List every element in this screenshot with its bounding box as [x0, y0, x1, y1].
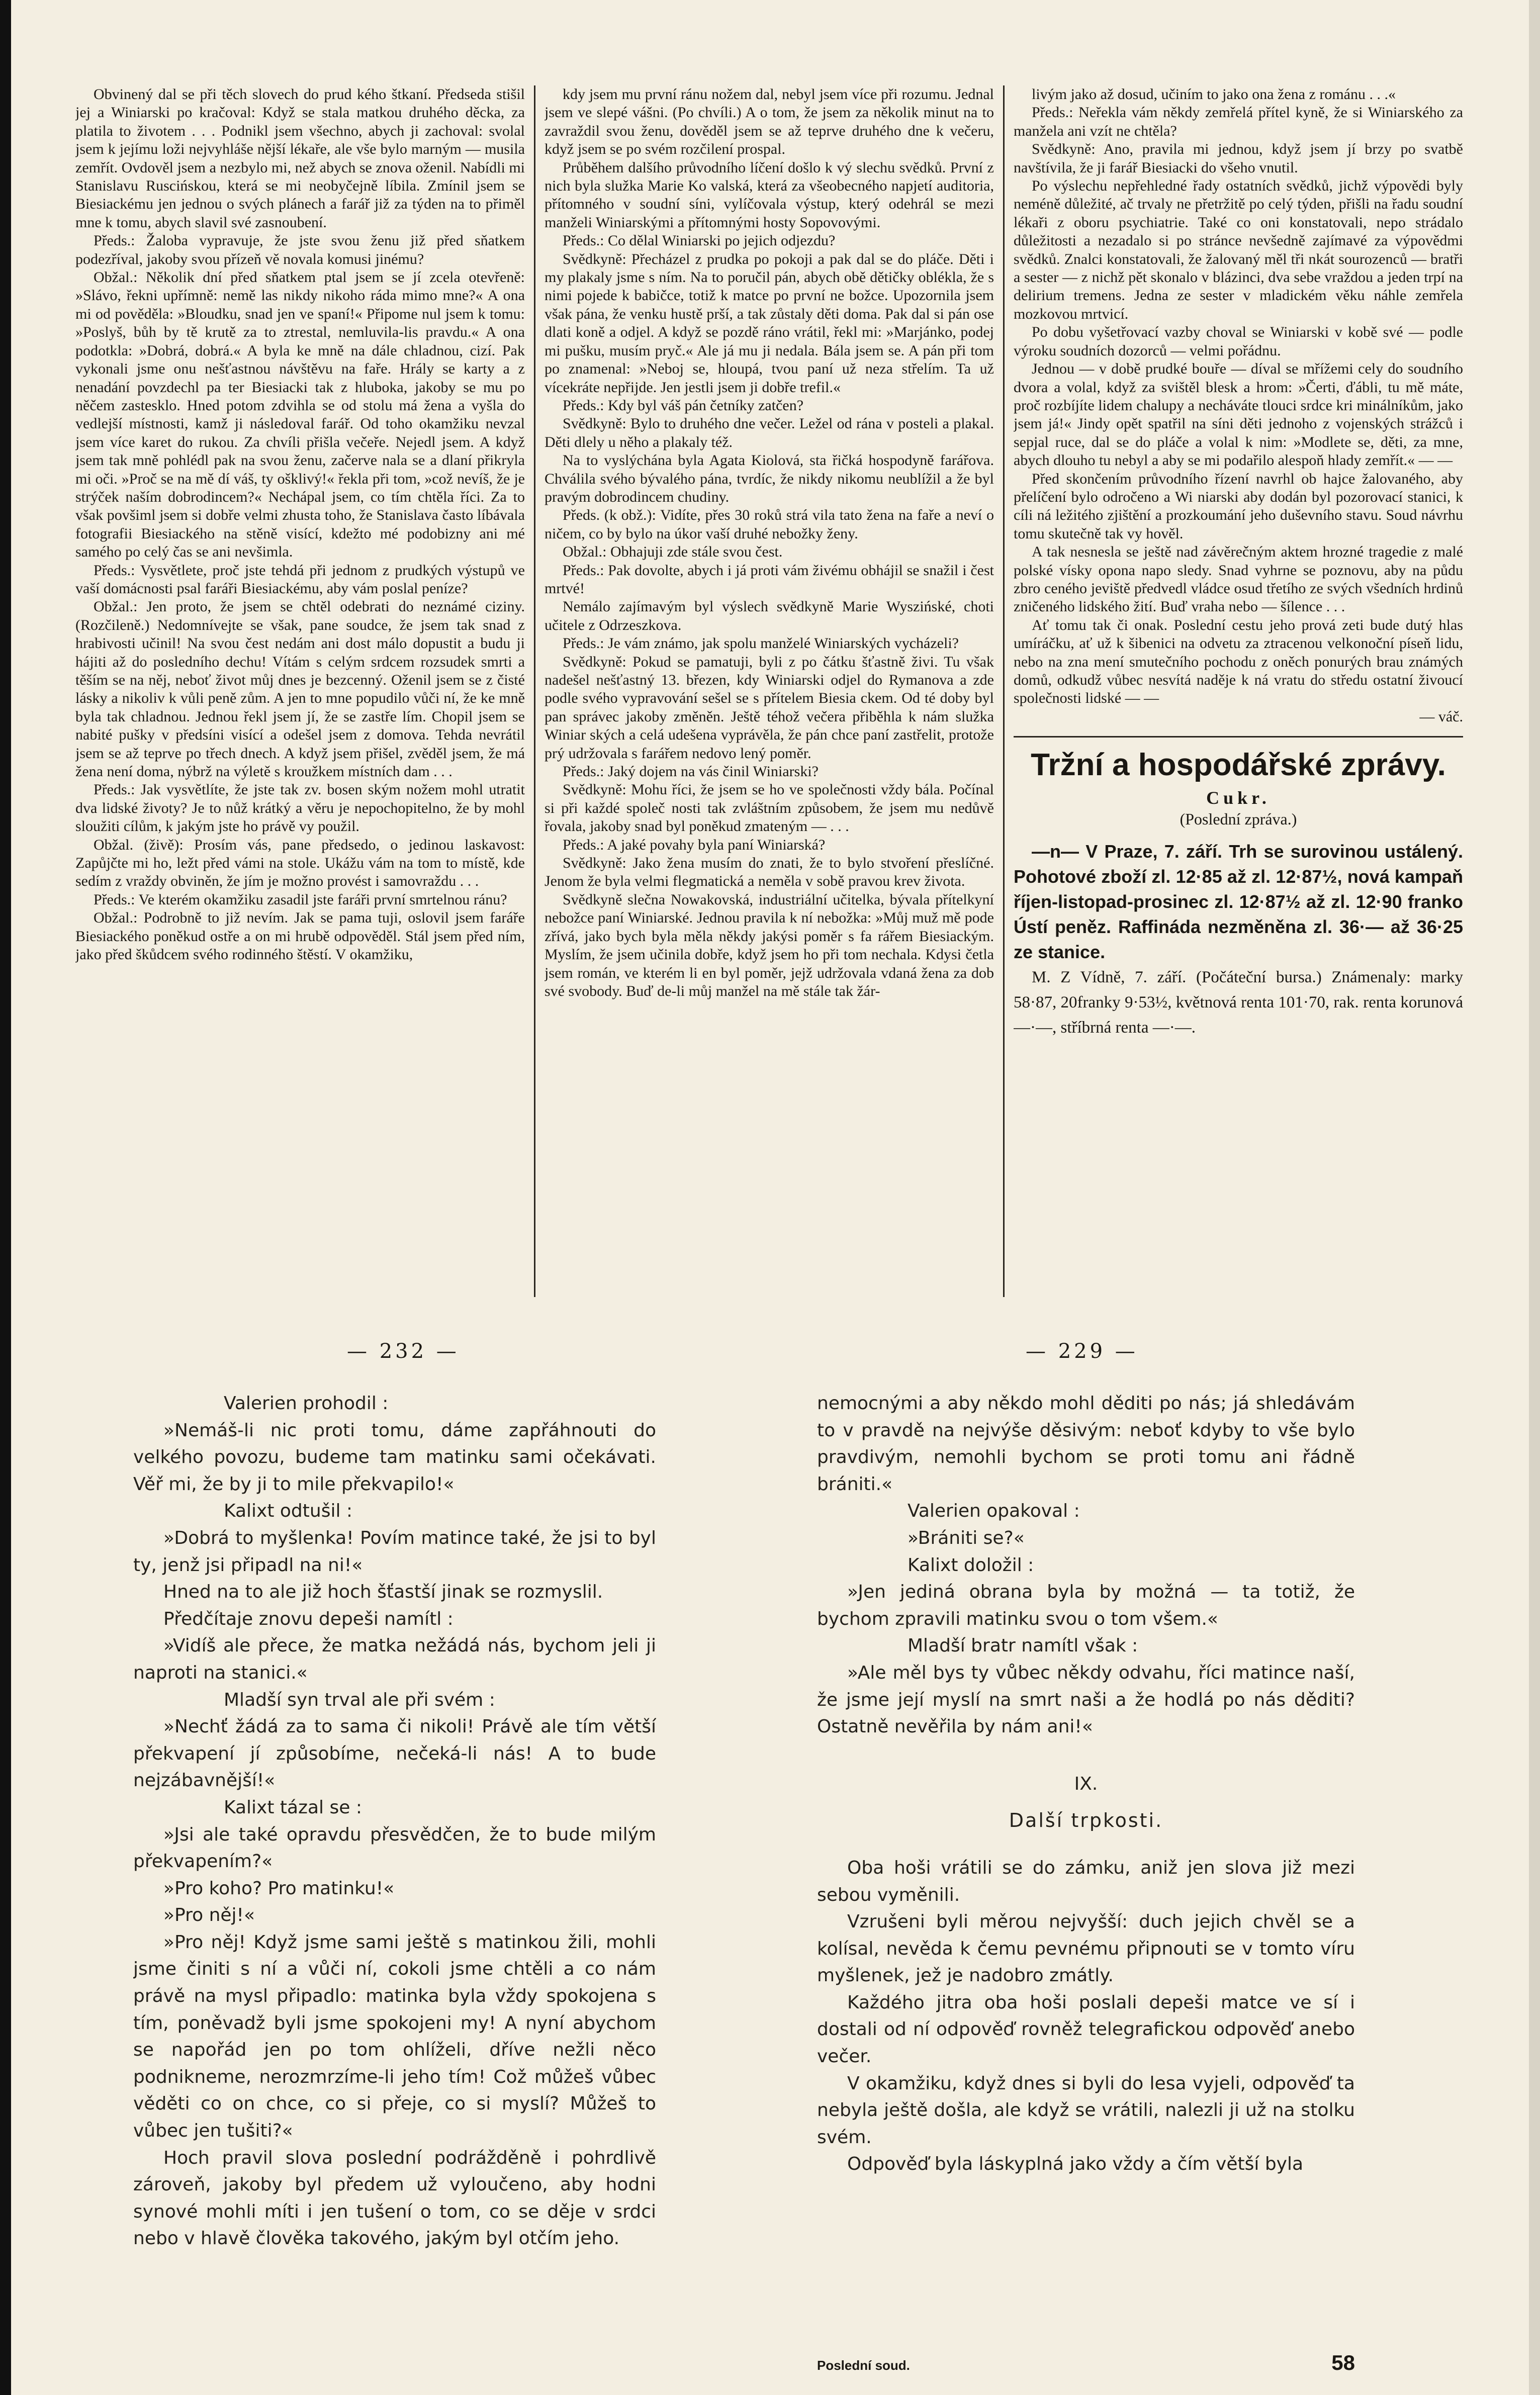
market-note: (Poslední zpráva.): [1180, 810, 1297, 828]
paragraph: Předs.: Pak dovolte, abych i já proti vám živému obhájil se snažil i čest mrtvé!: [545, 562, 994, 597]
paragraph: Předs.: Ve kterém okamžiku zasadil jste faráři první smrtelnou ránu?: [94, 891, 507, 908]
column-rule: [534, 85, 535, 1297]
paragraph: Předs.: A jaké povahy byla paní Winiarská?: [563, 836, 826, 853]
paragraph: Svědkyně: Mohu říci, že jsem se ho ve společnosti vždy bála. Počínal si při každé společ nosti tak zvláštním způsobem, že jsem mu nedůvě řovala, jakoby snad byl poněkud zmateným — . . .: [545, 781, 994, 835]
section-rule: [1014, 736, 1463, 738]
paragraph: Svědkyně: Jako žena musím do znati, že to bylo stvoření přeslíčné. Jenom že byla velmi flegmatická a neměla v sobě pravou krev života.: [545, 855, 994, 890]
paragraph: Předs. (k obž.): Vidíte, přes 30 roků strá vila tato žena na faře a neví o ničem, co by bylo na úkor vaší druhé nebožky ženy.: [545, 507, 994, 542]
paragraph: Jednou — v době prudké bouře — díval se mřížemi cely do soudního dvora a volal, když za svištěl blesk a hrom: »Čerti, ďábli, tu mě máte, proč rozbíjíte lidem chalupy a necháváte tlouci srdce kri minálníkům, jako jsem já!« Jindy opět spatřil na síni děti jednoho z vojenských strážců i sepjal ruce, dal se do pláče a volal k nim: »Modlete se, děti, za mne, abych dlouho tu nebyl a aby se mi podařilo alespoň hlady zemřít.« — —: [1014, 360, 1463, 469]
paragraph: Ať tomu tak či onak. Poslední cestu jeho prová zeti bude dutý hlas umíráčku, ať už k šibenici na odvetu za ztracenou velkonoční píseň lidu, nebo na zna mení smutečního pochodu z oněch ponurých brau známých domů, odkudž vůbec nesvítá naděje k ná vratu do středu ostatní živoucí společnosti lidské — —: [1014, 616, 1463, 707]
paragraph: Průběhem dalšího průvodního líčení došlo k vý slechu svědků. První z nich byla služka Marie Ko valská, která za všeobecného napjetí auditoria, přítomného v soudní síni, vylíčovala výstup, který odehrál se mezi manželi Winiarskými a přítomnými hosty Sopovovými.: [545, 159, 994, 231]
paragraph: Nemálo zajímavým byl výslech svědkyně Marie Wyszińské, choti učitele z Odrzeszkova.: [545, 598, 994, 633]
paragraph: »Jen jediná obrana byla by možná — ta totiž, že bychom zpravili matinku svou o tom všem.«: [817, 1582, 1355, 1629]
page-footer: [817, 2351, 1355, 2374]
paragraph: Svědkyně: Ano, pravila mi jednou, když jsem jí brzy po svatbě navštívila, že ji farář Biesiacki do všeho vnutil.: [1014, 141, 1463, 176]
right-page-text: [817, 1390, 1355, 1740]
left-page-number: — 232 —: [347, 1340, 460, 1363]
paragraph: »Brániti se?«: [908, 1527, 1025, 1548]
newspaper-clipping: [75, 85, 1463, 1297]
paragraph: Obvinený dal se při těch slovech do prud kého štkaní. Předseda stišil jej a Winiarski po kračoval: Když se stala matkou druhého děcka, za platila to životem . . . Podnikl jsem všechno, abych ji zachoval: svolal jsem k jejímu loži nejvyhláše nější lékaře, ale vše bylo marným — musila zemřít. Ovdověl jsem a nezbylo mi, než abych se znova oženil. Nabídli mi Stanislavu Ruscińskou, která se mi neobyčejně líbila. Zmínil jsem se Biesiackému jen jednou o svých plánech a farář již za týden na to přiměl mne k tomu, abych slavil své zasnoubení.: [75, 86, 525, 231]
paragraph: Svědkyně: Bylo to druhého dne večer. Ležel od rána v posteli a plakal. Děti dlely u něho a plakaly též.: [545, 415, 994, 450]
news-column-3: [1014, 85, 1463, 1297]
paragraph: Předs.: Neřekla vám někdy zemřelá přítel kyně, že si Winiarského za manžela ani vzít ne chtěla?: [1014, 104, 1463, 139]
paragraph: Předs.: Je vám známo, jak spolu manželé Winiarských vycházeli?: [563, 635, 959, 652]
paragraph: Hoch pravil slova poslední podrážděně i pohrdlivě zároveň, jakoby byl předem už vyloučeno, aby hodni synové mohli míti i jen tušení o tom, co se děje v srdci nebo v hlavě člověka takového, jakým byl otčím jeho.: [133, 2147, 656, 2249]
paragraph: Mladší bratr namítl však :: [908, 1635, 1138, 1656]
paragraph: »Nechť žádá za to sama či nikoli! Právě ale tím větší překvapení jí způsobíme, nečeká-li nás! A to bude nejzábavnější!«: [133, 1716, 656, 1791]
paragraph: Obžal.: Obhajuji zde stále svou čest.: [563, 543, 783, 561]
left-book-page: [133, 1390, 656, 2355]
left-scan-edge: [0, 0, 11, 2395]
paragraph: »Vidíš ale přece, že matka nežádá nás, bychom jeli ji naproti na stanici.«: [133, 1635, 656, 1683]
paragraph: V okamžiku, když dnes si byli do lesa vyjeli, odpověď ta nebyla ještě došla, ale když se vrátili, nalezli ji už na stolku svém.: [817, 2073, 1355, 2148]
paragraph: Předs.: Žaloba vypravuje, že jste svou ženu již před sňatkem podezříval, jakoby svou přízeň vě novala komusi jinému?: [75, 232, 525, 267]
paragraph: »Pro něj!«: [163, 1905, 255, 1926]
column-rule: [1003, 85, 1005, 1297]
paragraph: »Pro něj! Když jsme sami ještě s matinkou žili, mohli jsme činiti s ní a vůči ní, cokoli jsme chtěli a co nám právě na mysl připadlo: matinka byla vždy spokojena s tím, poněvadž byli jsme spokojeni my! A nyní abychom se napořád jen po tom ohlíželi, dříve nežli něco podnikneme, nerozmrzíme-li jeho tím! Což můžeš vůbec věděti co on chce, co si přeje, co si myslí? Můžeš to vůbec jen tušiti?«: [133, 1931, 656, 2142]
news-column-1: [75, 85, 525, 1297]
paragraph: Obžal.: Podrobně to již nevím. Jak se pama tuji, oslovil jsem faráře Biesiackého poněkud ostře a on mi hrubě odpověděl. Stál jsem před ním, jako před škůdcem svého rodinného štěstí. V okamžiku,: [75, 909, 525, 963]
paragraph: Na to vyslýchána byla Agata Kiolová, sta řičká hospodyně farářova. Chválila svého bývalého pána, tvrdíc, že nikdy nikomu neublížil a že byl pravým dobrodincem chudiny.: [545, 452, 994, 505]
paragraph: Předs.: Vysvětlete, proč jste tehdá při jednom z prudkých výstupů ve vaší domácnosti psal faráři Biesiackému, aby vám poslal peníze?: [75, 562, 525, 597]
chapter-text: [817, 1855, 1355, 2178]
paragraph: Valerien opakoval :: [908, 1501, 1080, 1522]
chapter-title: Další trpkosti.: [1009, 1809, 1163, 1832]
paragraph: Obžal.: Jen proto, že jsem se chtěl odebrati do neznámé ciziny. (Rozčileně.) Nedomnívejte se však, pane soudce, že jsem tak snad z hrabivosti učinil! Na svou čest nedám ani dost málo dopustit a budu ji hájiti až do posledního dechu! Vítám s celým srdcem rozsudek smrti a těším se na něj, neboť život můj dnes je bezcenný. Oženil jsem se z čisté lásky a nikoliv k vůli peně zům. A jen to mne popudilo vůči ní, že ke mně byla tak chladnou. Jednou řekl jsem jí, že se zastře lím. Chopil jsem se nabité pušky v předsíni visící a odešel jsem z domova. Tehda nevrátil jsem se až teprve po třech dnech. A když jsem přišel, zvěděl jsem, že má žena není doma, nýbrž na výletě s kroužkem místních dam . . .: [75, 598, 525, 780]
footer-book-title: Poslední soud.: [817, 2358, 910, 2373]
market-subheading: Cukr.: [1206, 788, 1271, 808]
paragraph: »Nemáš-li nic proti tomu, dáme zapřáhnouti do velkého povozu, budeme tam matinku sami očekávati. Věř mi, že by ji to mile překvapilo!«: [133, 1420, 656, 1495]
paragraph: Kalixt tázal se :: [224, 1797, 362, 1818]
paragraph: Valerien prohodil :: [224, 1393, 389, 1414]
market-heading: Tržní a hospodářské zprávy.: [1031, 748, 1446, 783]
paragraph: Svědkyně slečna Nowakovská, industriální učitelka, bývala přítelkyní nebožce paní Winiarské. Jednou pravila k ní nebožka: »Můj muž mě pode zřívá, jako bych byla měla někdy jakýsi poměr s fa rářem Biesiackým. Myslím, že jsem učinila dobře, když jsem ho při tom nechala. Kdysi četla jsem román, ve kterém li en byl poměr, jejž udržovala vdaná žena za dob své svobody. Buď de-li můj manžel na mě stále tak žár-: [545, 891, 994, 999]
paragraph: »Jsi ale také opravdu přesvědčen, že to bude milým překvapením?«: [133, 1824, 656, 1872]
paragraph: Po výslechu nepřehledné řady ostatních svědků, jichž výpovědi byly neméně důležité, ač trvaly ne přetržitě po celý týden, přišli na řadu soudní lékaři z oboru psychiatrie. Také co oni konstatovali, nepo strádalo důležitosti a nezadalo si po stránce nevšedně zajímavé za výpovědmi svědků. Znalci konstatovali, že žalovaný měl tři nkát sourozenců — bratři a sester — z nichž pět skonalo v blázinci, dva sebe vraždou a jeden trpí na delirium tremens. Jedna ze sester v mladickém věku náhle zemřela mozkovou mrtvicí.: [1014, 177, 1463, 322]
paragraph: kdy jsem mu první ránu nožem dal, nebyl jsem více při rozumu. Jednal jsem ve slepé vášni. (Po chvíli.) A o tom, že jsem za několik minut na to zavraždil svou ženu, dověděl jsem se až teprve druhého dne k večeru, když jsem se po svém rozčilení prospal.: [545, 86, 994, 158]
paragraph: Předs.: Jak vysvětlíte, že jste tak zv. bosen ským nožem mohl utratit dva lidské životy? Je to nůž krátký a věru je nepochopitelno, že by mohl sloužiti cílům, k jakým jste ho právě vy použil.: [75, 781, 525, 835]
paragraph: nemocnými a aby někdo mohl děditi po nás; já shledávám to v pravdě na nejvýše děsivým: neboť kdyby to vše bylo pravdivým, nemohli bychom se proti tomu ani řádně brániti.«: [817, 1393, 1355, 1495]
paragraph: Mladší syn trval ale při svém :: [224, 1689, 495, 1710]
paragraph: Odpověď byla láskyplná jako vždy a čím větší byla: [847, 2154, 1304, 2175]
news-column-2: [545, 85, 994, 1297]
paragraph: Svědkyně: Přecházel z prudka po pokoji a pak dal se do pláče. Děti i my plakaly jsme s ním. Na to poručil pán, abych obě dětičky oblékla, že s nimi pojede k babičce, totiž k matce po první ne božce. Upozornila jsem však pána, že venku hustě prší, a tak zůstaly děti doma. Pak dal si pán ose dlati koně a odjel. A když se pozdě ráno vrátil, řekl mi: »Marjánko, podej mi pušku, musím pryč.« Ale já mu ji nedala. Bála jsem se. A pán při tom po znamenal: »Neboj se, hloupá, tvou paní už neza střelím. Ta už vícekráte nepřijde. Jen jestli jsem ji dobře trefil.«: [545, 250, 994, 396]
paragraph: Vzrušeni byli měrou nejvyšší: duch jejich chvěl se a kolísal, nevěda k čemu pevnému připnouti se v tomto víru myšlenek, jež je nadobro zmátly.: [817, 1911, 1355, 1986]
paragraph: Po dobu vyšetřovací vazby choval se Winiarski v kobě své — podle výroku soudních dozorců — velmi pořádnu.: [1014, 324, 1463, 359]
paragraph: livým jako až dosud, učiním to jako ona žena z románu . . .«: [1032, 86, 1396, 103]
paragraph: Hned na to ale již hoch šťastší jinak se rozmyslil.: [163, 1582, 603, 1603]
paragraph: Kalixt odtušil :: [224, 1501, 353, 1522]
market-prague-report: —n— V Praze, 7. září. Trh se surovinou ustálený. Pohotové zboží zl. 12·85 až zl. 12·87½, nová kampaň říjen-listopad-prosinec zl. 12·87½ až zl. 12·90 franko Ústí peněz. Raffináda nezměněna zl. 36·— až 36·25 ze stanice.: [1014, 841, 1463, 963]
paragraph: Předs.: Co dělal Winiarski po jejich odjezdu?: [563, 232, 836, 249]
article-signature: — váč.: [1419, 708, 1463, 725]
paragraph: Svědkyně: Pokud se pamatuji, byli z po čátku šťastně živi. Tu však nadešel nešťastný 13. březen, kdy Winiarski odjel do Rymanova a zde podle svého vypravování sešel se s přítelem Biesia ckem. Od té doby byl pan správec jakoby změněn. Ještě téhož večera přiběhla k nám služka Winiar ských a celá udešena vyprávěla, že pán chce paní zastřelit, protože prý udržovala s farářem nedovo lený poměr.: [545, 653, 994, 762]
paragraph: Předs.: Jaký dojem na vás činil Winiarski?: [563, 763, 819, 780]
paragraph: »Pro koho? Pro matinku!«: [163, 1878, 395, 1899]
paragraph: Před skončením průvodního řízení navrhl ob hajce žalovaného, aby přelíčení bylo odročeno a Wi niarski aby dodán byl pozorovací stanici, k cíli ná ležitého zjištění a prozkoumání jeho duševního stavu. Soud návrhu tomu skutečně tak vy hověl.: [1014, 470, 1463, 542]
right-book-page: [817, 1390, 1355, 2355]
paragraph: Obžal. (živě): Prosím vás, pane předsedo, o jedinou laskavost: Zapůjčte mi ho, ležt před vámi na stole. Ukážu vám na tom to místě, kde sedím z vraždy obviněn, že jím je možno provést i samovraždu . . .: [75, 836, 525, 890]
paragraph: Každého jitra oba hoši poslali depeši matce ve sí i dostali od ní odpověď rovněž telegrafickou odpověď anebo večer.: [817, 1992, 1355, 2067]
right-scan-edge: [1529, 0, 1540, 2395]
column-3-article: [1014, 85, 1463, 708]
signature-mark: 58: [1331, 2351, 1355, 2374]
paragraph: Kalixt doložil :: [908, 1554, 1034, 1576]
paragraph: Předčítaje znovu depeši namítl :: [163, 1608, 454, 1629]
paragraph: Oba hoši vrátili se do zámku, aniž jen slova již mezi sebou vyměnili.: [817, 1857, 1355, 1905]
paragraph: »Ale měl bys ty vůbec někdy odvahu, říci matince naší, že jsme její myslí na smrt naši a že hodlá po nás děditi? Ostatně nevěřila by nám ani!«: [817, 1662, 1355, 1737]
paragraph: A tak nesnesla se ještě nad závěrečným aktem hrozné tragedie z malé polské vísky opona napo sledy. Snad vyhrne se poznovu, aby na půdu zbro ceného jeviště předvedl vládce osud třetího ze svých všedních hrdinů zničeného lidského žití. Buď vraha nebo — šílence . . .: [1014, 543, 1463, 615]
paragraph: Předs.: Kdy byl váš pán četníky zatčen?: [563, 397, 804, 414]
paragraph: »Dobrá to myšlenka! Povím matince také, že jsi to byl ty, jenž jsi připadl na ni!«: [133, 1527, 656, 1576]
market-vienna-report: M. Z Vídně, 7. září. (Počáteční bursa.) Známenaly: marky 58·87, 20franky 9·53½, květnová renta 101·70, rak. renta korunová —·—, stříbrná renta —·—.: [1014, 968, 1463, 1037]
chapter-number: IX.: [1074, 1773, 1098, 1794]
right-page-number: — 229 —: [1026, 1340, 1138, 1363]
paragraph: Obžal.: Několik dní před sňatkem ptal jsem se jí zcela otevřeně: »Slávo, řekni upřímně: nemě las nikdy nikoho ráda mimo mne?« A ona mi od pověděla: »Bloudku, snad jen ve spaní!« Připome nul jsem k tomu: »Poslyš, bůh by tě krutě za to ztrestal, nemluvila-lis pravdu.« A ona podotkla: »Dobrá, dobrá.« A byla ke mně na dále chladnou, cizí. Pak vykonali jsme onu nešťastnou návštěvu na faře. Hrály se karty a z nenadání povzdechl pa ter Biesiacki tak z hluboka, jakoby se mu po něčem zastesklo. Hned potom zdvihla se od stolu má žena a vyšla do vedlejší místnosti, kamž ji následoval farář. Od toho okamžiku nevzal jsem více karet do rukou. Za chvíli přišla večeře. Nejedl jsem. A když jsem tak mně pohlédl pak na svou ženu, začerve nala se a dlaní přikryla mi oči. »Proč se na mě dí váš, ty ošklivý!« řekla při tom, »což nevíš, že je strýček naším dobrodincem?« Nechápal jsem, co tím chtěla říci. Za to však povšiml jsem si dobře velmi zhusta toho, že Stanislava často líbávala fotografii Biesiackého na stěně visící, kdežto mé podobizny ani mé samého po celý čas se ani nevšimla.: [75, 269, 525, 561]
